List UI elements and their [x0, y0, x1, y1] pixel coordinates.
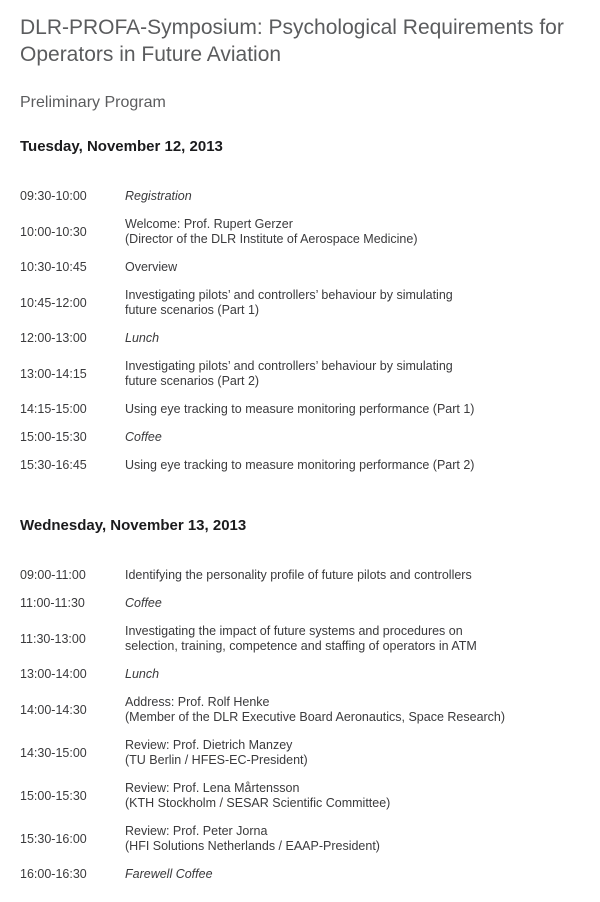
- session-time: 15:30-16:45: [20, 458, 87, 472]
- session-description-line: future scenarios (Part 1): [125, 303, 260, 317]
- schedule: [20, 138, 580, 882]
- session-time: 09:30-10:00: [20, 189, 87, 203]
- session-row: [20, 331, 580, 346]
- session-description: [125, 667, 553, 682]
- session-description-line: (Director of the DLR Institute of Aerospace Medicine): [125, 232, 418, 246]
- day-heading: Wednesday, November 13, 2013: [20, 517, 247, 534]
- session-time: 10:30-10:45: [20, 260, 87, 274]
- program-subtitle: Preliminary Program: [20, 94, 166, 111]
- session-row: [20, 624, 580, 654]
- session-description-line: (KTH Stockholm / SESAR Scientific Committee): [125, 796, 391, 810]
- session-time: 10:00-10:30: [20, 224, 87, 239]
- session-description: [125, 596, 553, 611]
- session-time: 10:45-12:00: [20, 295, 87, 310]
- session-row: [20, 781, 580, 811]
- session-description-line: Overview: [125, 260, 178, 274]
- session-row: [20, 260, 580, 275]
- session-description: [125, 260, 553, 275]
- session-description-line: Farewell Coffee: [125, 867, 213, 881]
- session-time: 14:15-15:00: [20, 402, 87, 416]
- session-description-line: selection, training, competence and staffing of operators in ATM: [125, 639, 477, 653]
- session-description: [125, 402, 553, 417]
- session-time: 11:00-11:30: [20, 596, 85, 610]
- session-row: [20, 189, 580, 204]
- session-description-line: Identifying the personality profile of future pilots and controllers: [125, 568, 472, 582]
- session-description-line: Using eye tracking to measure monitoring performance (Part 2): [125, 458, 475, 472]
- session-time: 13:00-14:00: [20, 667, 87, 681]
- session-row: [20, 867, 580, 882]
- session-description-line: Using eye tracking to measure monitoring performance (Part 1): [125, 402, 475, 416]
- session-description-line: Welcome: Prof. Rupert Gerzer: [125, 217, 293, 231]
- page-title: DLR-PROFA-Symposium: Psychological Requirements for Operators in Future Aviation: [20, 16, 564, 66]
- session-description: [125, 331, 553, 346]
- session-time: 14:00-14:30: [20, 702, 87, 717]
- session-description-line: Address: Prof. Rolf Henke: [125, 695, 270, 709]
- session-description-line: Coffee: [125, 430, 162, 444]
- session-description-line: (Member of the DLR Executive Board Aeronautics, Space Research): [125, 710, 506, 724]
- session-description-line: Investigating pilots’ and controllers’ behaviour by simulating: [125, 288, 453, 302]
- session-description-line: Review: Prof. Peter Jorna: [125, 824, 268, 838]
- session-row: [20, 568, 580, 583]
- day-section: [20, 517, 580, 882]
- session-description-line: Review: Prof. Dietrich Manzey: [125, 738, 293, 752]
- session-time: 12:00-13:00: [20, 331, 87, 345]
- session-time: 14:30-15:00: [20, 745, 87, 760]
- session-description: [125, 430, 553, 445]
- session-row: [20, 824, 580, 854]
- session-time: 11:30-13:00: [20, 631, 86, 646]
- session-description-line: Coffee: [125, 596, 162, 610]
- session-description: [125, 695, 553, 725]
- session-description: [125, 824, 553, 854]
- session-time: 09:00-11:00: [20, 568, 86, 582]
- session-description: [125, 624, 553, 654]
- session-row: [20, 402, 580, 417]
- session-description: [125, 867, 553, 882]
- session-description: [125, 738, 553, 768]
- session-description-line: Investigating the impact of future systems and procedures on: [125, 624, 463, 638]
- session-row: [20, 359, 580, 389]
- session-time: 13:00-14:15: [20, 366, 87, 381]
- session-description: [125, 217, 553, 247]
- session-row: [20, 217, 580, 247]
- session-description: [125, 189, 553, 204]
- session-description: [125, 458, 553, 473]
- session-description-line: (TU Berlin / HFES-EC-President): [125, 753, 308, 767]
- session-description-line: (HFI Solutions Netherlands / EAAP-President): [125, 839, 380, 853]
- day-section: [20, 138, 580, 473]
- session-row: [20, 695, 580, 725]
- session-description: [125, 288, 553, 318]
- day-heading: Tuesday, November 12, 2013: [20, 138, 223, 155]
- session-row: [20, 430, 580, 445]
- session-time: 16:00-16:30: [20, 867, 87, 881]
- session-row: [20, 738, 580, 768]
- session-description-line: Lunch: [125, 667, 160, 681]
- session-row: [20, 596, 580, 611]
- session-row: [20, 458, 580, 473]
- session-description-line: future scenarios (Part 2): [125, 374, 260, 388]
- session-time: 15:00-15:30: [20, 788, 87, 803]
- session-description: [125, 568, 553, 583]
- session-description-line: Registration: [125, 189, 192, 203]
- session-time: 15:30-16:00: [20, 831, 87, 846]
- session-description-line: Review: Prof. Lena Mårtensson: [125, 781, 300, 795]
- session-row: [20, 288, 580, 318]
- session-description: [125, 359, 553, 389]
- session-row: [20, 667, 580, 682]
- session-description-line: Lunch: [125, 331, 160, 345]
- session-description: [125, 781, 553, 811]
- session-time: 15:00-15:30: [20, 430, 87, 444]
- session-description-line: Investigating pilots’ and controllers’ behaviour by simulating: [125, 359, 453, 373]
